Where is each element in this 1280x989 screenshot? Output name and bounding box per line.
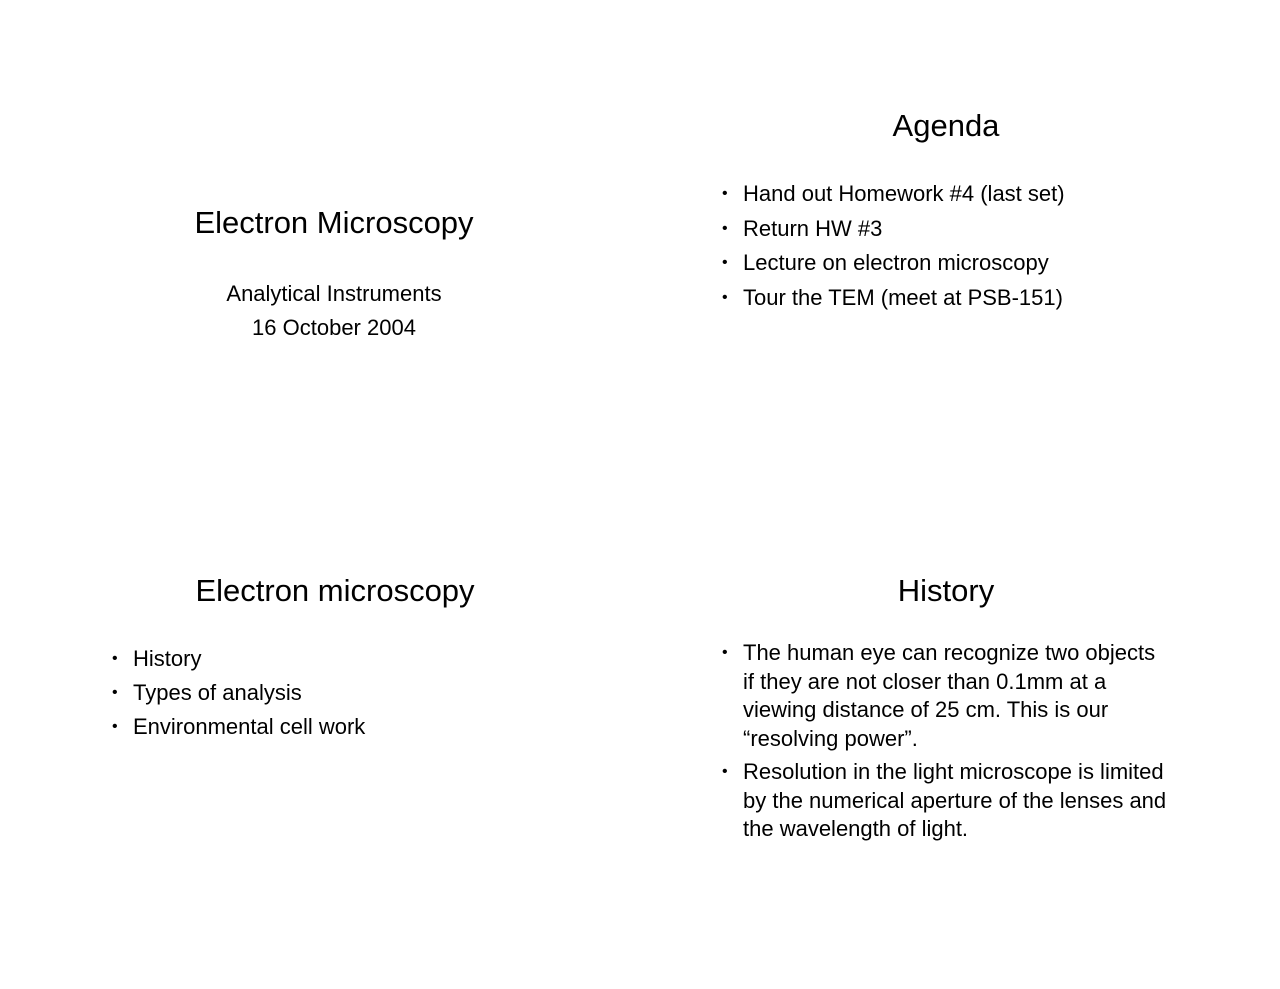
bullet-list (112, 642, 558, 744)
slide-subtitle-date: 16 October 2004 (252, 315, 416, 340)
bullet-icon: • (722, 219, 728, 237)
slide-title: Electron Microscopy (194, 205, 474, 240)
list-item (112, 642, 558, 676)
slide-outline (112, 573, 558, 744)
list-item-text: Resolution in the light microscope is limited by the numerical aperture of the lenses and the wavelength of light. (743, 759, 1167, 841)
list-item-text: Hand out Homework #4 (last set) (743, 181, 1065, 206)
list-item-text: History (133, 646, 202, 671)
bullet-list (722, 639, 1170, 844)
slide-agenda (722, 108, 1170, 315)
bullet-icon: • (722, 254, 728, 271)
slide-history (722, 573, 1170, 849)
bullet-list (722, 177, 1170, 315)
list-item-text: Environmental cell work (133, 714, 366, 739)
bullet-icon: • (112, 650, 118, 667)
list-item (722, 758, 1170, 844)
list-item-text: Lecture on electron microscopy (743, 250, 1049, 275)
list-item (722, 212, 1170, 247)
slide-title: Electron microscopy (195, 573, 475, 608)
slide-title-electron-microscopy (110, 205, 558, 345)
bullet-icon: • (112, 718, 118, 735)
list-item (112, 676, 558, 710)
list-item-text: Tour the TEM (meet at PSB-151) (743, 284, 1063, 310)
bullet-icon: • (112, 684, 118, 701)
list-item-text: The human eye can recognize two objects if they are not closer than 0.1mm at a viewing distance of 25 cm. This is our “resolving power”. (743, 640, 1156, 751)
slide-title: History (897, 573, 995, 608)
list-item (722, 246, 1170, 281)
bullet-icon: • (722, 288, 728, 306)
list-item-text: Return HW #3 (743, 215, 883, 241)
list-item (112, 710, 558, 744)
bullet-icon: • (722, 763, 728, 780)
bullet-icon: • (722, 185, 728, 202)
list-item (722, 177, 1170, 212)
list-item (722, 639, 1170, 753)
list-item (722, 281, 1170, 316)
slide-title: Agenda (892, 108, 1000, 143)
list-item-text: Types of analysis (133, 680, 302, 705)
bullet-icon: • (722, 644, 728, 661)
slide-subtitle-course: Analytical Instruments (226, 281, 442, 306)
